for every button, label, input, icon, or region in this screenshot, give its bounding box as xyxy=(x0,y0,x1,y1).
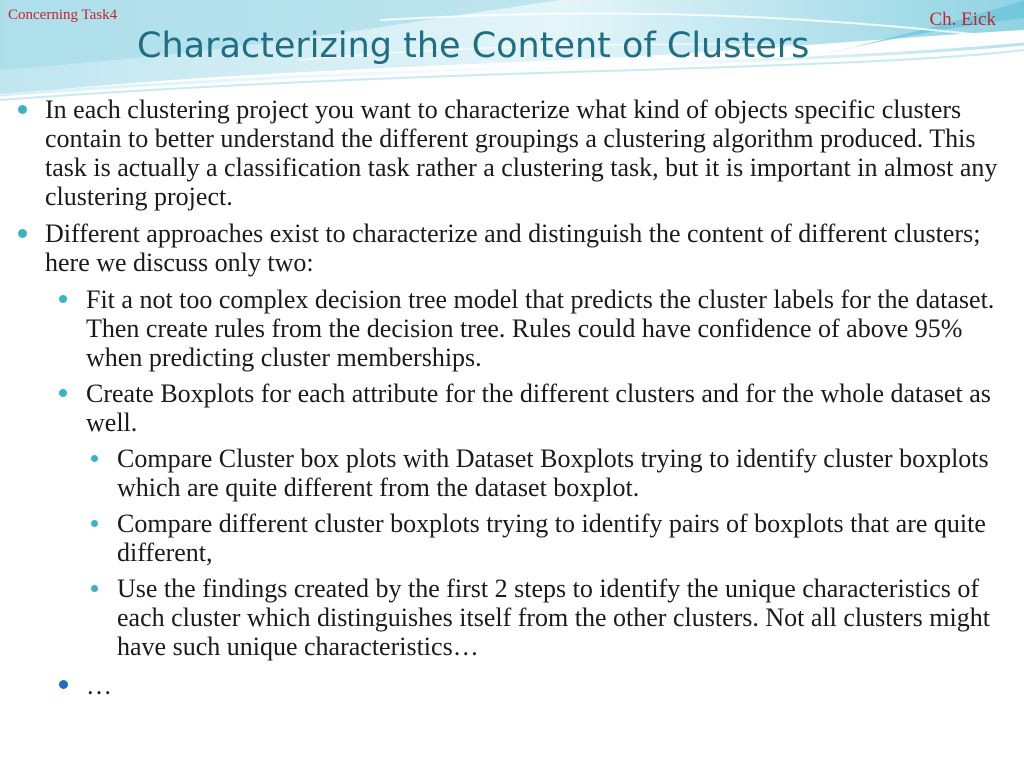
bullet-item xyxy=(0,219,1024,277)
bullet-dot-icon xyxy=(91,585,98,592)
sub-sub-bullet-text: Use the findings created by the first 2 steps to identify the unique characteristics of each cluster which distinguishes itself from the other clusters. Not all clusters might have such unique characteristics… xyxy=(117,574,990,661)
bullet-dot-icon xyxy=(91,455,98,462)
sub-bullet-item xyxy=(0,285,1024,372)
sub-sub-bullet-text: Compare Cluster box plots with Dataset Boxplots trying to identify cluster boxplots which are quite different from the dataset boxplot. xyxy=(117,444,989,502)
sub-bullet-item xyxy=(0,671,1024,700)
sub-sub-bullet-text: Compare different cluster boxplots trying to identify pairs of boxplots that are quite different, xyxy=(117,509,986,567)
bullet-dot-icon xyxy=(59,680,68,689)
sub-sub-bullet-item xyxy=(0,509,1024,567)
bullet-text: In each clustering project you want to characterize what kind of objects specific clusters contain to better understand the different groupings a clustering algorithm produced. This task is actually a classification task rather a clustering task, but it is important in almost any clustering project. xyxy=(45,95,998,211)
bullet-dot-icon xyxy=(18,105,27,114)
header-left-label: Concerning Task4 xyxy=(8,7,118,23)
sub-sub-bullet-item xyxy=(0,574,1024,661)
bullet-dot-icon xyxy=(91,520,98,527)
bullet-dot-icon xyxy=(18,229,27,238)
bullet-dot-icon xyxy=(59,389,67,397)
sub-bullet-text: … xyxy=(86,671,112,700)
bullet-list xyxy=(0,95,1024,700)
bullet-item xyxy=(0,95,1024,211)
sub-bullet-text: Create Boxplots for each attribute for the different clusters and for the whole dataset as well. xyxy=(86,379,991,437)
sub-sub-bullet-item xyxy=(0,444,1024,502)
slide-body xyxy=(0,95,1024,707)
bullet-dot-icon xyxy=(59,295,67,303)
slide-title: Characterizing the Content of Clusters xyxy=(137,26,810,66)
sub-bullet-text: Fit a not too complex decision tree model that predicts the cluster labels for the dataset. Then create rules from the decision tree. Rules could have confidence of above 95% when predicting cluster memberships. xyxy=(86,285,995,372)
bullet-text: Different approaches exist to characterize and distinguish the content of different clusters; here we discuss only two: xyxy=(45,219,981,277)
header-author-label: Ch. Eick xyxy=(929,9,996,30)
sub-bullet-item xyxy=(0,379,1024,437)
